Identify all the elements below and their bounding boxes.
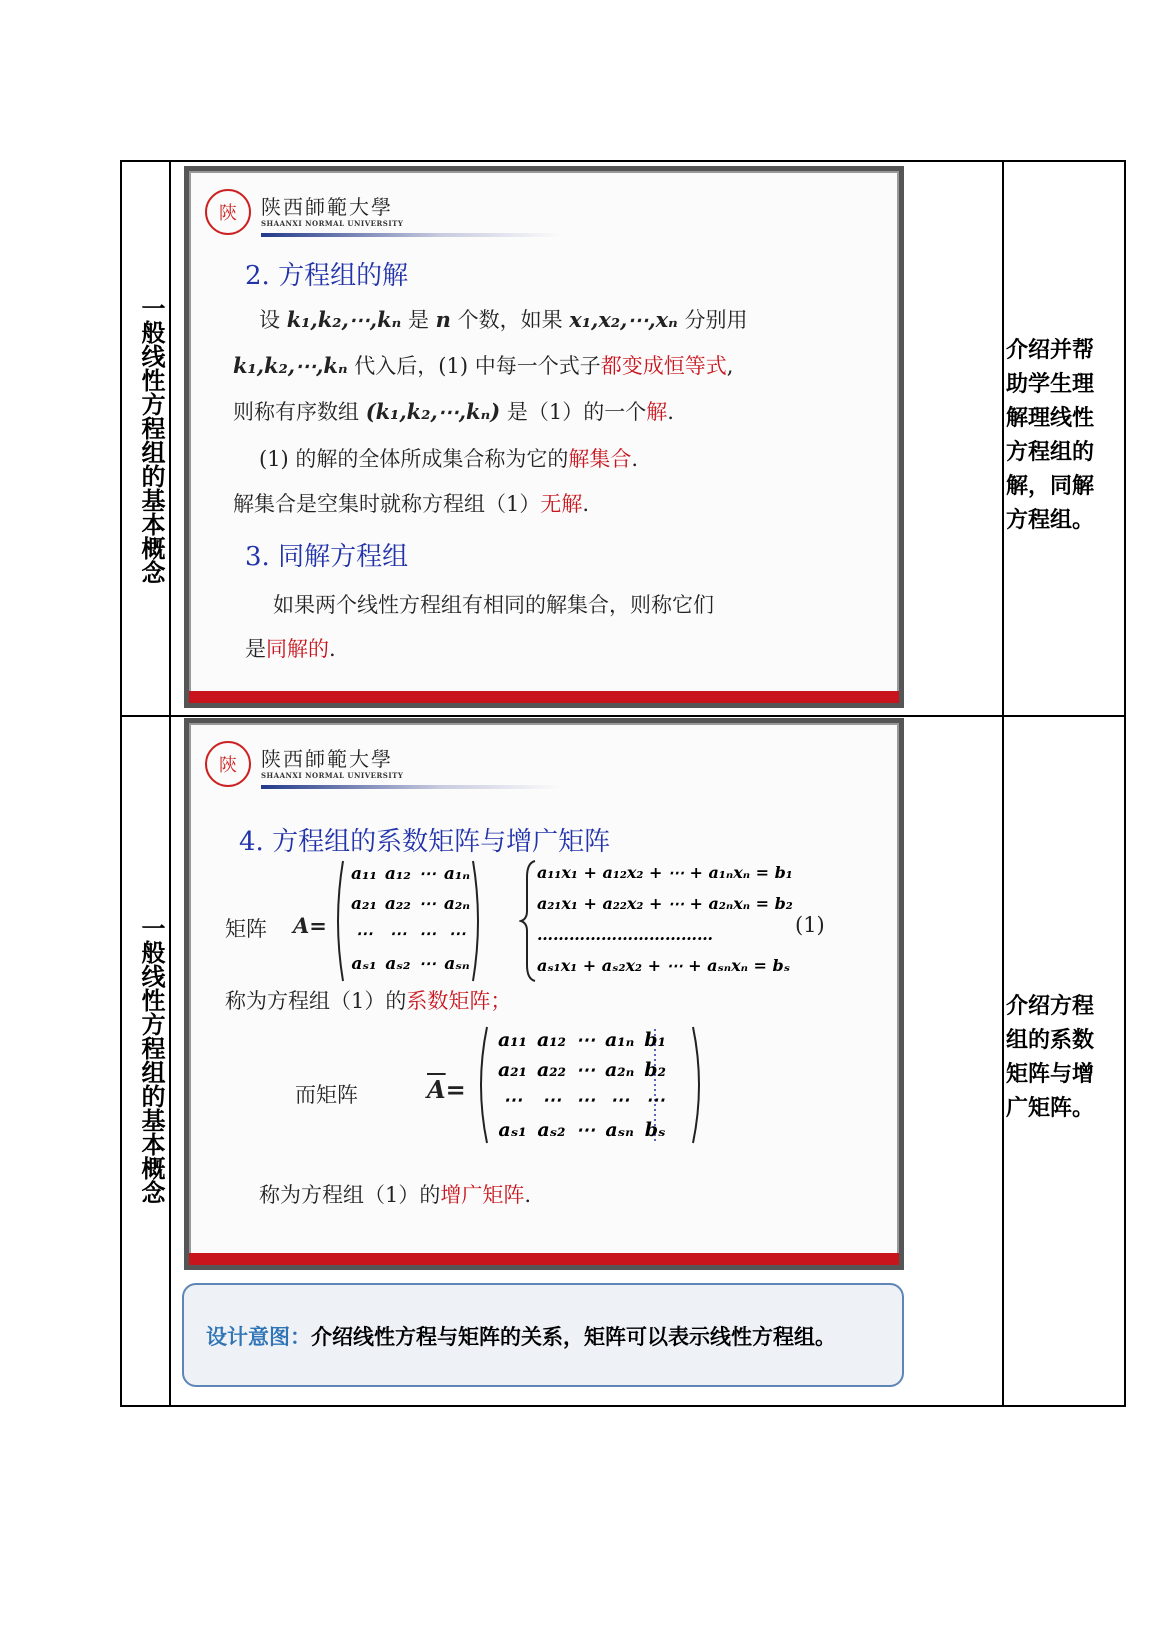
design-intent xyxy=(206,1321,836,1351)
matrix-cell: ⋯ xyxy=(355,924,373,944)
matrix-cell: b₁ xyxy=(644,1029,666,1051)
matrix-cell: aₛ₁ xyxy=(498,1119,527,1141)
matrix-row xyxy=(493,1085,671,1115)
teaching-note: 介绍并帮助学生理解理线性方程组的解，同解方程组。 xyxy=(1006,338,1095,533)
text: 设 xyxy=(259,308,287,332)
math: n xyxy=(435,307,451,332)
matrix-cell: bₛ xyxy=(644,1119,666,1141)
university-name-en: SHAANXI NORMAL UNIVERSITY xyxy=(261,219,404,228)
university-name: 陕西師範大學 xyxy=(261,747,393,771)
matrix-cell: a₂₁ xyxy=(351,894,377,914)
equation-line: a₂₁x₁ + a₂₂x₂ + ⋯ + a₂ₙxₙ = b₂ xyxy=(537,894,793,913)
text: 分别用 xyxy=(677,308,748,332)
intent-text: 介绍线性方程与矩阵的关系，矩阵可以表示线性方程组。 xyxy=(311,1325,836,1349)
brace-icon xyxy=(519,857,539,985)
text: 是 xyxy=(245,637,266,661)
matrix-cell: a₁₁ xyxy=(351,864,377,884)
matrix-cell: ⋯ xyxy=(645,1089,665,1111)
logo-rule xyxy=(261,785,561,789)
equation-tag: (1) xyxy=(795,913,825,937)
row-divider xyxy=(122,715,1124,717)
matrix-cell: ⋯ xyxy=(389,924,407,944)
text: 称为方程组（1）的 xyxy=(225,989,407,1013)
matrix-cell: ⋯ xyxy=(502,1089,522,1111)
math: x₁,x₂,⋯,xₙ xyxy=(569,307,678,332)
matrix-label: 而矩阵 xyxy=(295,1083,358,1107)
highlight-text: 解 xyxy=(646,400,668,424)
highlight-text: 系数矩阵 xyxy=(406,989,491,1013)
matrix-cell: ⋯ xyxy=(418,894,436,914)
equation-system xyxy=(519,857,793,985)
text: . xyxy=(329,637,336,661)
university-name: 陕西師範大學 xyxy=(261,195,393,219)
matrix-cell: a₂ₙ xyxy=(604,1059,635,1081)
text: 则称有序数组 xyxy=(233,400,366,424)
text: , xyxy=(726,354,734,378)
matrix-cell: ⋯ xyxy=(610,1089,630,1111)
university-name-en: SHAANXI NORMAL UNIVERSITY xyxy=(261,771,404,780)
matrix-cell: a₂ₙ xyxy=(443,894,471,914)
text: (1) 的解的全体所成集合称为它的 xyxy=(259,447,569,471)
matrix-cell: ⋯ xyxy=(575,1029,595,1051)
logo-rule xyxy=(261,233,561,237)
equation-line: …………………………… xyxy=(537,925,713,944)
slide-footer-bar xyxy=(189,691,899,703)
slide-footer-bar xyxy=(189,1253,899,1265)
matrix-cell: a₁₂ xyxy=(536,1029,566,1051)
teaching-note: 介绍方程组的系数矩阵与增广矩阵。 xyxy=(1006,994,1095,1121)
matrix-cell: ⋯ xyxy=(418,954,436,974)
text: . xyxy=(582,492,590,516)
text: 代入后，(1) 中每一个式子 xyxy=(347,354,601,378)
text: . xyxy=(631,447,639,471)
section-heading: 4. 方程组的系数矩阵与增广矩阵 xyxy=(239,827,611,857)
matrix-cell: ⋯ xyxy=(575,1089,595,1111)
paragraph xyxy=(259,304,748,334)
matrix-cell: aₛ₂ xyxy=(537,1119,566,1141)
paragraph xyxy=(233,350,733,380)
university-logo xyxy=(205,741,405,795)
intent-label: 设计意图： xyxy=(206,1325,311,1349)
matrix-cell: ⋯ xyxy=(418,924,436,944)
text: 个数，如果 xyxy=(450,308,570,332)
matrix-cell: ⋯ xyxy=(575,1119,595,1141)
matrix-row xyxy=(347,949,474,979)
matrix-cell: a₁ₙ xyxy=(604,1029,635,1051)
matrix-cell: ⋯ xyxy=(541,1089,561,1111)
row-label: 一般线性方程组的基本概念 xyxy=(137,296,166,584)
section-heading: 3. 同解方程组 xyxy=(245,542,409,572)
matrix-row xyxy=(347,889,474,919)
matrix-cell: ⋯ xyxy=(575,1059,595,1081)
matrix-grid xyxy=(347,859,474,979)
seal-icon: 陝 xyxy=(205,189,251,235)
matrix-label: 矩阵 xyxy=(225,917,267,941)
section-heading: 2. 方程组的解 xyxy=(245,261,409,291)
matrix-cell: aₛₙ xyxy=(444,954,470,974)
highlight-text: 无解 xyxy=(540,492,583,516)
paragraph xyxy=(245,633,336,663)
matrix-row xyxy=(347,859,474,889)
matrix-name xyxy=(293,913,327,938)
matrix-cell: a₁ₙ xyxy=(443,864,471,884)
text: = xyxy=(309,913,327,938)
matrix-cell: a₁₁ xyxy=(498,1029,527,1051)
design-intent-box xyxy=(182,1283,904,1387)
math: (k₁,k₂,⋯,kₙ) xyxy=(365,399,501,424)
paragraph: 如果两个线性方程组有相同的解集合，则称它们 xyxy=(273,593,714,617)
matrix-cell: ⋯ xyxy=(418,864,436,884)
matrix-cell: a₁₂ xyxy=(384,864,411,884)
highlight-text: 同解的 xyxy=(266,637,329,661)
column-divider xyxy=(169,162,171,1405)
highlight-text: 都变成恒等式 xyxy=(600,354,727,378)
text: . xyxy=(524,1183,532,1207)
matrix-row xyxy=(493,1025,671,1055)
paragraph xyxy=(259,443,638,473)
matrix-cell: a₂₂ xyxy=(384,894,411,914)
highlight-text: 解集合 xyxy=(568,447,632,471)
text: 称为方程组（1）的 xyxy=(259,1183,441,1207)
highlight-text: 增广矩阵 xyxy=(440,1183,525,1207)
text: . xyxy=(667,400,674,424)
matrix-row xyxy=(347,919,474,949)
equation-lines xyxy=(537,857,793,981)
math: k₁,k₂,⋯,kₙ xyxy=(286,307,402,332)
augmented-matrix xyxy=(475,1023,705,1147)
matrix-cell: aₛ₁ xyxy=(351,954,377,974)
math: A xyxy=(293,913,310,938)
row-label: 一般线性方程组的基本概念 xyxy=(137,916,166,1204)
university-logo xyxy=(205,189,405,243)
matrix-name xyxy=(427,1075,466,1104)
equation-line: aₛ₁x₁ + aₛ₂x₂ + ⋯ + aₛₙxₙ = bₛ xyxy=(537,956,791,975)
paragraph xyxy=(233,488,589,518)
slide-solutions xyxy=(184,166,904,708)
equation-line: a₁₁x₁ + a₁₂x₂ + ⋯ + a₁ₙxₙ = b₁ xyxy=(537,863,793,882)
paragraph xyxy=(225,985,511,1015)
seal-icon: 陝 xyxy=(205,741,251,787)
matrix-cell: ⋯ xyxy=(448,924,466,944)
paragraph xyxy=(233,396,674,426)
matrix-row xyxy=(493,1115,671,1145)
math: k₁,k₂,⋯,kₙ xyxy=(233,353,348,378)
highlight-text: ； xyxy=(490,989,512,1013)
text: = xyxy=(445,1075,466,1104)
text: 是 xyxy=(401,308,436,332)
coefficient-matrix xyxy=(333,857,483,985)
column-divider xyxy=(1002,162,1004,1405)
matrix-grid xyxy=(493,1025,671,1145)
matrix-cell: a₂₁ xyxy=(498,1059,527,1081)
text: 解集合是空集时就称方程组（1） xyxy=(233,492,541,516)
matrix-cell: aₛₙ xyxy=(605,1119,634,1141)
slide-matrices xyxy=(184,718,904,1270)
text: 是（1）的一个 xyxy=(500,400,647,424)
matrix-cell: aₛ₂ xyxy=(385,954,411,974)
paragraph xyxy=(259,1179,531,1209)
math: $\overline{A}$ xyxy=(427,1075,446,1104)
matrix-cell: a₂₂ xyxy=(536,1059,566,1081)
matrix-cell: b₂ xyxy=(644,1059,666,1081)
matrix-row xyxy=(493,1055,671,1085)
